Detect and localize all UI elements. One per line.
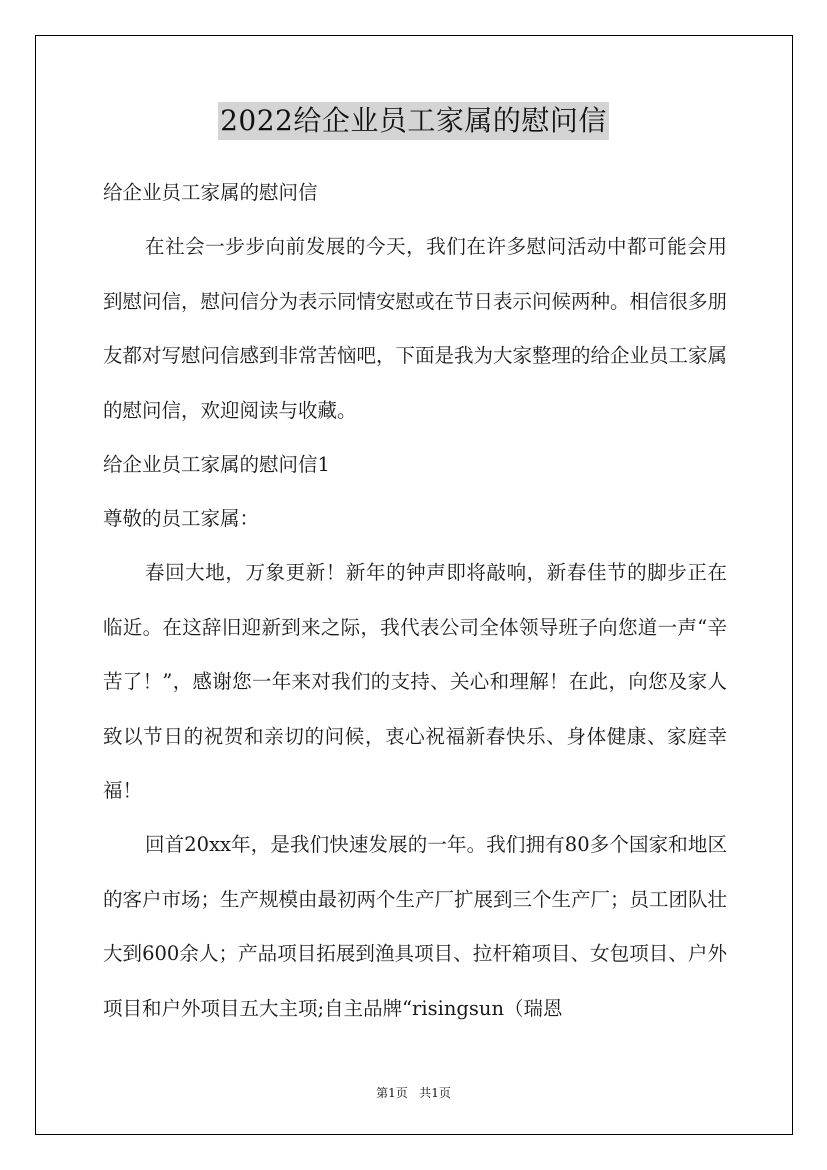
page-total: 共1页 (419, 1086, 451, 1100)
page-number: 第1页 (376, 1086, 408, 1100)
document-title: 2022给企业员工家属的慰问信 (218, 102, 609, 140)
body-paragraph-review: 回首20xx年，是我们快速发展的一年。我们拥有80多个国家和地区的客户市场；生产规模由最初两个生产厂扩展到三个生产厂；员工团队壮大到600余人；产品项目拓展到渔具项目、拉杆箱项目、女包项目、户外项目和户外项目五大主项;自主品牌“risingsun（瑞恩 (103, 833, 728, 1020)
letter-heading: 给企业员工家属的慰问信1 (103, 453, 330, 476)
title-container (0, 102, 827, 140)
intro-paragraph: 在社会一步步向前发展的今天，我们在许多慰问活动中都可能会用到慰问信，慰问信分为表示同情安慰或在节日表示问候两种。相信很多朋友都对写慰问信感到非常苦恼吧，下面是我为大家整理的给企业员工家属的慰问信，欢迎阅读与收藏。 (103, 235, 728, 422)
page-footer (0, 1084, 827, 1101)
salutation: 尊敬的员工家属： (103, 507, 260, 530)
heading-paragraph: 给企业员工家属的慰问信 (103, 181, 318, 204)
body-paragraph-greeting: 春回大地，万象更新！新年的钟声即将敲响，新春佳节的脚步正在临近。在这辞旧迎新到来之际，我代表公司全体领导班子向您道一声“辛苦了！”，感谢您一年来对我们的支持、关心和理解！在此，向您及家人致以节日的祝贺和亲切的问候，衷心祝福新春快乐、身体健康、家庭幸福！ (103, 561, 727, 802)
